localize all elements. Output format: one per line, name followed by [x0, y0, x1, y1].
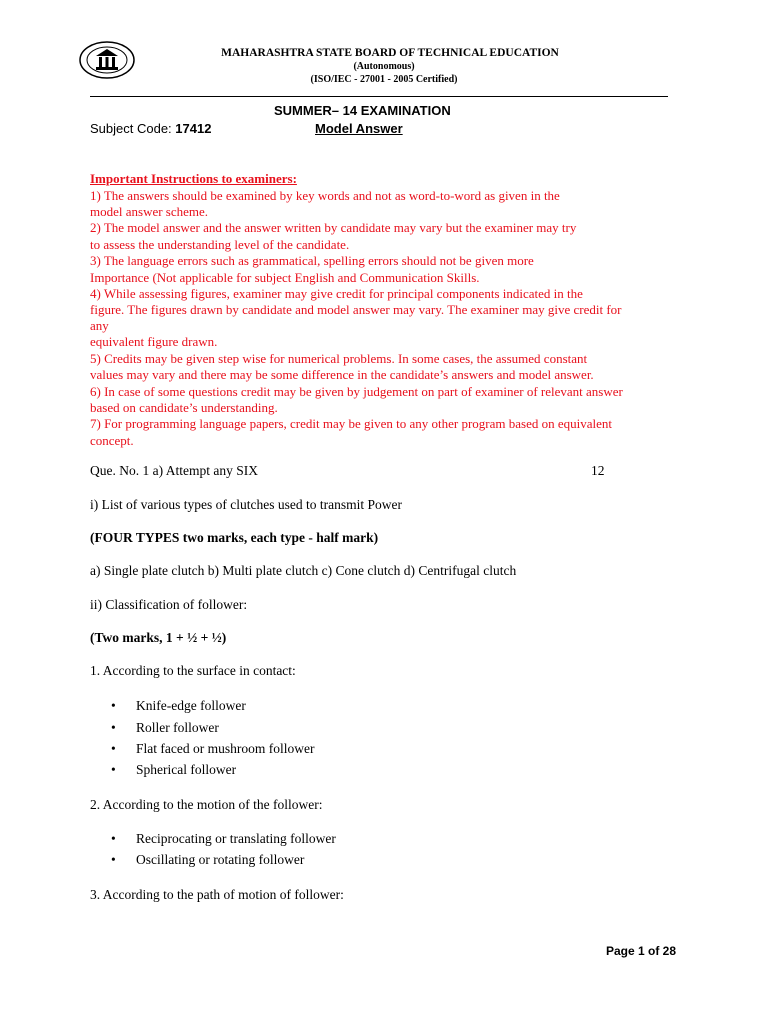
bullet-icon: •: [111, 852, 116, 867]
instruction-line: 2) The model answer and the answer written by candidate may vary but the examiner may try: [90, 220, 577, 235]
instruction-line: 4) While assessing figures, examiner may give credit for principal components indicated in the: [90, 286, 583, 301]
question-marks: 12: [591, 463, 605, 478]
instruction-line: 6) In case of some questions credit may be given by judgement on part of examiner of relevant answer: [90, 384, 623, 399]
instruction-line: equivalent figure drawn.: [90, 334, 218, 349]
list-item: Oscillating or rotating follower: [136, 852, 305, 867]
subject-code-line: [90, 121, 211, 136]
list-item: Knife-edge follower: [136, 698, 246, 713]
bullet-icon: •: [111, 720, 116, 735]
subject-code-label: Subject Code:: [90, 121, 176, 136]
model-answer-heading: Model Answer: [315, 121, 403, 136]
exam-title: SUMMER– 14 EXAMINATION: [274, 103, 451, 118]
group1-title: 1. According to the surface in contact:: [90, 663, 296, 678]
q2-title: ii) Classification of follower:: [90, 597, 248, 612]
instruction-line: Importance (Not applicable for subject English and Communication Skills.: [90, 270, 480, 285]
q2-marks: (Two marks, 1 + ½ + ½): [90, 630, 227, 645]
instructions-title: Important Instructions to examiners:: [90, 171, 297, 186]
q1-marks: (FOUR TYPES two marks, each type - half mark): [90, 530, 379, 545]
bullet-icon: •: [111, 762, 116, 777]
question-label: Que. No. 1 a) Attempt any SIX: [90, 463, 258, 478]
list-item: Roller follower: [136, 720, 219, 735]
header-divider: [90, 96, 668, 97]
instruction-line: model answer scheme.: [90, 204, 209, 219]
instruction-line: 1) The answers should be examined by key words and not as word-to-word as given in the: [90, 188, 560, 203]
group3-title: 3. According to the path of motion of follower:: [90, 887, 344, 902]
instruction-line: to assess the understanding level of the candidate.: [90, 237, 350, 252]
certification-label: (ISO/IEC - 27001 - 2005 Certified): [310, 74, 458, 85]
autonomous-label: (Autonomous): [353, 61, 415, 72]
instruction-line: 5) Credits may be given step wise for numerical problems. In some cases, the assumed constant: [90, 351, 588, 366]
list-item: Reciprocating or translating follower: [136, 831, 336, 846]
instruction-line: any: [90, 318, 109, 333]
bullet-icon: •: [111, 741, 116, 756]
group2-title: 2. According to the motion of the follower:: [90, 797, 323, 812]
instruction-line: values may vary and there may be some difference in the candidate’s answers and model answer.: [90, 367, 594, 382]
q1-title: i) List of various types of clutches used to transmit Power: [90, 497, 402, 512]
list-item: Flat faced or mushroom follower: [136, 741, 315, 756]
subject-code: 17412: [175, 121, 212, 136]
q1-answer: a) Single plate clutch b) Multi plate clutch c) Cone clutch d) Centrifugal clutch: [90, 563, 517, 578]
instruction-line: 3) The language errors such as grammatical, spelling errors should not be given more: [90, 253, 534, 268]
bullet-icon: •: [111, 831, 116, 846]
instruction-line: based on candidate’s understanding.: [90, 400, 278, 415]
page-number: Page 1 of 28: [606, 944, 677, 958]
list-item: Spherical follower: [136, 762, 237, 777]
bullet-icon: •: [111, 698, 116, 713]
instruction-line: figure. The figures drawn by candidate and model answer may vary. The examiner may give credit for: [90, 302, 622, 317]
board-name: MAHARASHTRA STATE BOARD OF TECHNICAL EDUCATION: [221, 47, 559, 59]
instruction-line: 7) For programming language papers, credit may be given to any other program based on equivalent: [90, 416, 613, 431]
instruction-line: concept.: [90, 433, 134, 448]
